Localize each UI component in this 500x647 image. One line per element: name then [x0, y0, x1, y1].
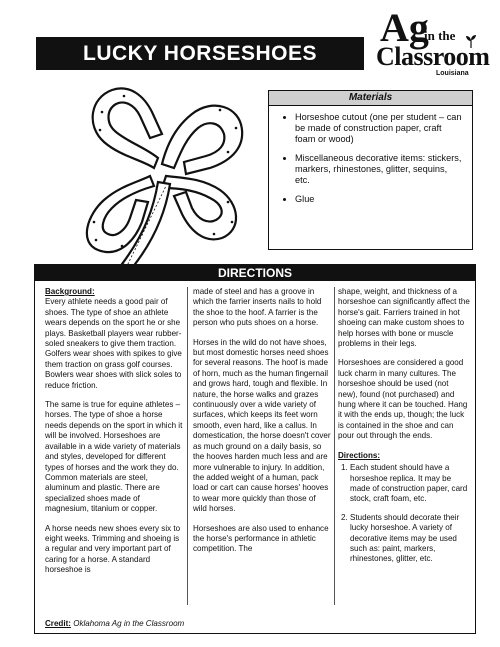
four-horseshoe-clover-illustration [42, 72, 272, 272]
body-paragraph: The same is true for equine athletes – horses. The type of shoe a horse needs depends on the sport in which it will be involved. Horseshoes are available in a wide variety of materials and styles, developed for different types of horses and the work they do. Common materials are steel, aluminum and plastic. There are specialized shoes made of magnesium, titanium or copper. [45, 400, 183, 514]
directions-column-3 [338, 287, 470, 573]
credit-label: Credit: [45, 619, 71, 628]
page-title: LUCKY HORSESHOES [36, 37, 364, 70]
materials-heading: Materials [269, 91, 472, 106]
step-item: 1. Each student should have a horseshoe replica. It may be made of construction paper, card stock, craft foam, etc. [350, 463, 470, 505]
logo-ag-text: Ag [380, 5, 429, 50]
background-heading: Background: [45, 287, 95, 296]
column-divider [334, 287, 335, 605]
body-paragraph: Horses in the wild do not have shoes, but most domestic horses need shoes for several reasons. The hoof is made of horn, much as the human fingernail and grows hard, tough and flexible. In nature, the horse walks and grazes continuously over a wide variety of surfaces, which keeps its feet worn smooth, even hard, like a callus. In domestication, the horse doesn't cover as much ground on a daily basis, so the hooves harden much less and are more vulnerable to injury. In addition, the added weight of a human, pack load or cart can cause horses' hooves to wear more quickly than those of wild horses. [193, 337, 331, 514]
materials-box [268, 90, 473, 250]
body-paragraph: made of steel and has a groove in which the farrier inserts nails to hold the shoe to the hoof. A farrier is the person who puts shoes on a horse. [193, 287, 322, 328]
materials-item: • Miscellaneous decorative items: stickers, markers, rhinestones, glitter, sequins, etc. [295, 153, 464, 186]
materials-list [269, 112, 472, 205]
logo-classroom-text: Classroom [376, 42, 490, 71]
directions-heading: DIRECTIONS [35, 265, 475, 281]
materials-item: • Glue [295, 194, 464, 205]
directions-column-2 [193, 287, 331, 564]
sprout-icon [464, 34, 478, 48]
body-paragraph: Every athlete needs a good pair of shoes. The type of shoe an athlete wears depends on the sport he or she plays. Basketball players wear rubber-soled sneakers to give them traction. Golfers wear shoes with spikes to give them traction on grass golf courses. Bowlers wear shoes with slick soles to reduce friction. [45, 297, 182, 390]
steps-heading: Directions: [338, 450, 381, 460]
body-paragraph: Horseshoes are also used to enhance the horse's performance in athletic competition. The [193, 523, 329, 554]
credit-line [45, 619, 184, 628]
logo-state-text: Louisiana [436, 70, 469, 77]
credit-value: Oklahoma Ag in the Classroom [73, 619, 185, 628]
step-item: 2. Students should decorate their lucky horseshoe. A variety of decorative items may be used such as: paint, markers, rhinestones, glitter, etc. [350, 513, 470, 565]
body-paragraph: shape, weight, and thickness of a horseshoe can significantly affect the horse's gait. Farriers trained in hot shoeing can make custom shoes to help horses with bone or muscle problems in their legs. [338, 287, 470, 349]
materials-item: • Horseshoe cutout (one per student – can be made of construction paper, craft foam or wood) [295, 112, 464, 145]
ag-in-the-classroom-logo [376, 5, 490, 80]
body-paragraph: Horseshoes are considered a good luck charm in many cultures. The horseshoe should be used (not new), found (not purchased) and hung where it can be touched. Hang it with the ends up, though; the luck is contained in the shoe and can pour out through the ends. [338, 358, 468, 441]
directions-column-1 [45, 287, 183, 585]
column-divider [187, 287, 188, 605]
directions-box [34, 264, 476, 634]
steps-list [338, 463, 470, 565]
body-paragraph: A horse needs new shoes every six to eight weeks. Trimming and shoeing is a regular and very important part of caring for a horse. A standard horseshoe is [45, 523, 181, 575]
logo-in-the-text: in the [424, 28, 456, 43]
